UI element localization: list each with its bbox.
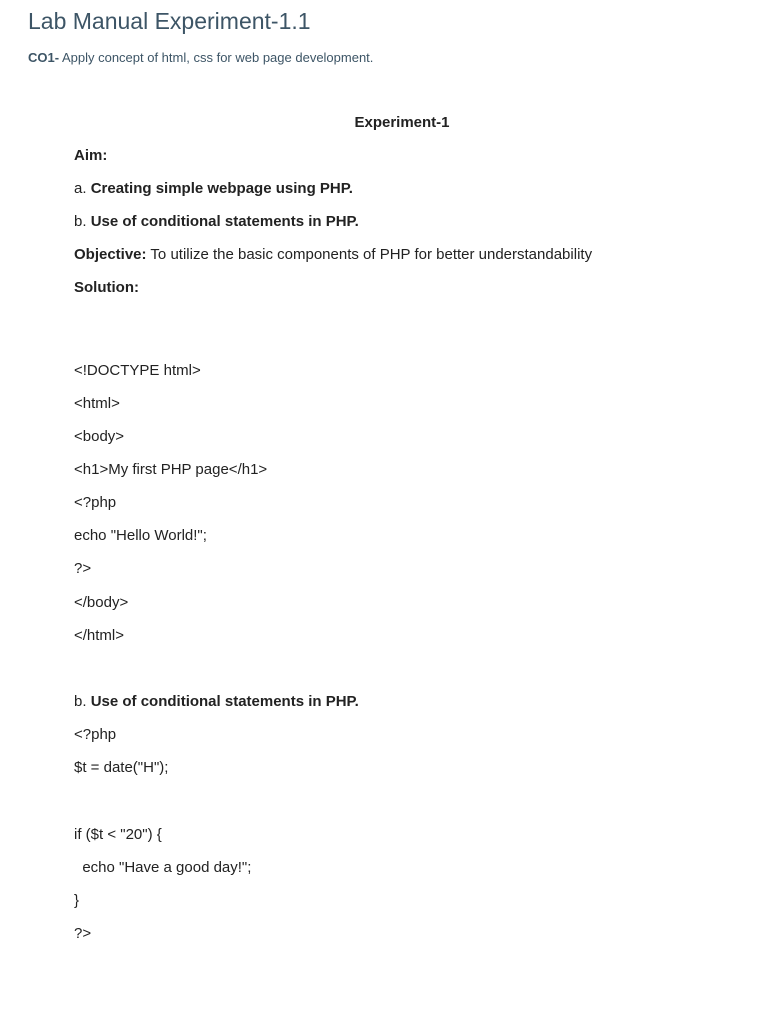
code-a-line: <h1>My first PHP page</h1>: [74, 461, 268, 478]
code-a-line: <html>: [74, 395, 120, 412]
code-b-line: <?php: [74, 726, 117, 743]
part-b-prefix: b.: [74, 693, 91, 710]
part-b-heading: [74, 692, 359, 712]
code-a-line: ?>: [74, 560, 92, 577]
aim-item-a-prefix: a.: [74, 180, 91, 197]
aim-label: Aim:: [74, 147, 108, 164]
code-b-line: }: [74, 892, 80, 909]
aim-item-b-prefix: b.: [74, 213, 91, 230]
solution-label: Solution:: [74, 279, 139, 296]
aim-item-a-text: Creating simple webpage using PHP.: [90, 180, 353, 197]
page-title: Lab Manual Experiment-1.1: [28, 8, 311, 34]
part-b-text: Use of conditional statements in PHP.: [90, 693, 359, 710]
code-a-line: </body>: [74, 594, 129, 611]
code-a-line: echo "Hello World!";: [74, 527, 207, 544]
code-b-line: ?>: [74, 925, 92, 942]
course-outcome-label: CO1-: [28, 50, 60, 65]
experiment-heading: Experiment-1: [354, 114, 450, 131]
aim-item-b-text: Use of conditional statements in PHP.: [90, 213, 359, 230]
code-b-line: if ($t < "20") {: [74, 826, 162, 843]
code-b-line: echo "Have a good day!";: [74, 859, 252, 876]
code-a-line: <!DOCTYPE html>: [74, 362, 201, 379]
code-b-line: $t = date("H");: [74, 759, 169, 776]
aim-item-b: [74, 212, 359, 232]
aim-item-a: [74, 179, 353, 199]
code-a-line: </html>: [74, 627, 125, 644]
course-outcome: [28, 49, 373, 67]
code-a-line: <body>: [74, 428, 125, 445]
objective-label: Objective:: [74, 246, 147, 263]
code-a-line: <?php: [74, 494, 117, 511]
objective: [74, 245, 592, 265]
objective-text: To utilize the basic components of PHP for better understandability: [146, 246, 593, 263]
course-outcome-text: Apply concept of html, css for web page development.: [59, 50, 374, 65]
